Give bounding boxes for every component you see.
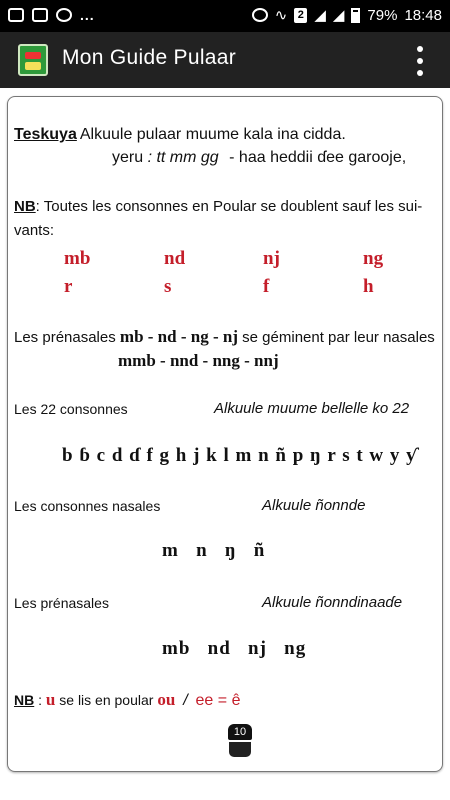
exception-nd: nd — [164, 248, 186, 269]
app-bar — [0, 32, 450, 88]
nb2-label: NB — [14, 692, 35, 708]
teskuya-rest: - haa heddii ɗee garooje, — [229, 149, 407, 166]
prenasal-text2: se géminent par leur nasales — [242, 329, 435, 346]
consonnes22-fr: Les 22 consonnes — [14, 401, 128, 417]
nasales-list: m n ŋ ñ — [162, 540, 266, 561]
alarm-icon — [252, 8, 268, 22]
prenasales-list: mb nd nj ng — [162, 638, 307, 659]
exception-r: r — [64, 276, 73, 297]
wifi-icon: ∿ — [274, 7, 288, 24]
exception-s: s — [164, 276, 172, 297]
exception-f: f — [263, 276, 270, 297]
nb2-line — [14, 690, 240, 710]
battery-icon — [351, 8, 360, 23]
teskuya-example: : tt mm gg — [147, 149, 219, 166]
nb1-text: : Toutes les consonnes en Poular se doublent sauf les sui- — [35, 198, 423, 215]
sim-indicator: 2 — [294, 8, 307, 23]
teskuya-line1 — [14, 126, 346, 144]
nb2-u: u — [45, 690, 56, 709]
battery-percent: 79% — [367, 6, 398, 24]
message-icon — [8, 8, 24, 22]
nb2-text: se lis en poular — [59, 692, 154, 708]
nb2-ee: ee = ê — [195, 692, 241, 709]
prenasal-line1 — [14, 327, 435, 347]
page-number: 10 — [228, 724, 252, 740]
teskuya-text: Alkuule pulaar muume kala ina cidda. — [79, 126, 346, 143]
nb2-ou: ou — [157, 690, 176, 709]
clock: 18:48 — [404, 6, 442, 24]
teskuya-yeru: yeru — [112, 149, 144, 166]
consonnes22-list: b ɓ c d ɗ f g h j k l m n ñ p ŋ r s t w y ƴ — [62, 445, 417, 466]
signal-icon-2: ◢ — [332, 7, 345, 24]
more-notifications: ... — [80, 7, 95, 23]
app-logo-icon — [18, 44, 48, 76]
prenasal-bold1: mb - nd - ng - nj — [119, 327, 238, 346]
chat-icon — [32, 8, 48, 22]
nb1-label: NB — [14, 198, 36, 215]
page-number-badge — [228, 724, 252, 758]
nb1-line1 — [14, 198, 422, 215]
status-bar — [0, 0, 450, 32]
nb2-colon: : — [38, 692, 43, 708]
nasales-fr: Les consonnes nasales — [14, 498, 161, 514]
page-badge-icon — [229, 740, 251, 757]
prenasal-text1: Les prénasales — [14, 329, 116, 346]
overflow-menu-icon[interactable] — [416, 46, 424, 76]
signal-icon: ◢ — [314, 7, 326, 24]
nasales-ff: Alkuule ñonnde — [262, 497, 366, 514]
nb1-line2: vants: — [14, 222, 55, 239]
prenasales-ff: Alkuule ñonndinaaɗe — [262, 594, 403, 611]
exception-mb: mb — [64, 248, 91, 269]
power-icon — [56, 8, 72, 22]
prenasales-fr: Les prénasales — [14, 595, 109, 611]
exception-h: h — [363, 276, 374, 297]
teskuya-label: Teskuya — [14, 126, 77, 143]
exception-nj: nj — [263, 248, 280, 269]
app-title: Mon Guide Pulaar — [62, 46, 237, 69]
exception-ng: ng — [363, 248, 384, 269]
nb2-slash: / — [183, 692, 188, 709]
consonnes22-ff: Alkuule muume bellelle ko 22 — [214, 400, 410, 417]
prenasal-bold2: mmb - nnd - nng - nnj — [118, 351, 279, 370]
teskuya-line2 — [112, 149, 406, 167]
